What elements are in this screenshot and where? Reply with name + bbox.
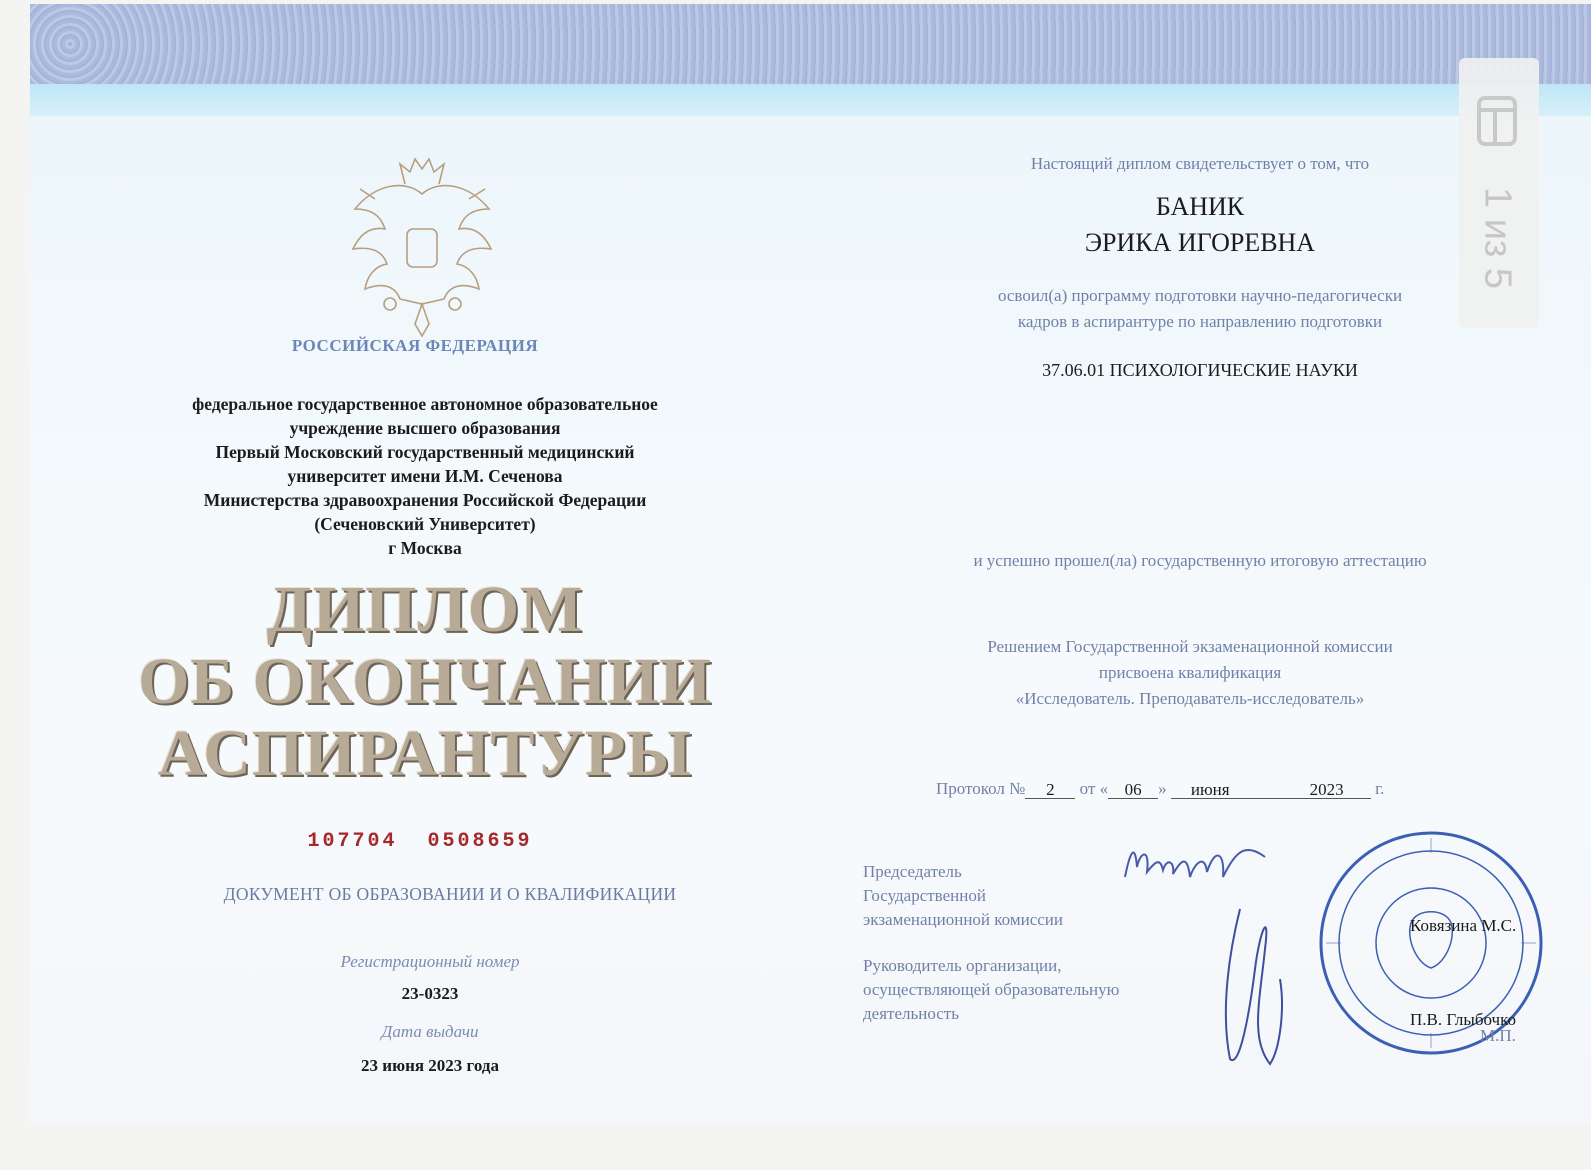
security-pattern-band: [30, 4, 1591, 84]
issue-date-label: Дата выдачи: [381, 1022, 479, 1041]
diploma-title: [100, 574, 750, 790]
attestation-text: и успешно прошел(ла) государственную итоговую аттестацию: [973, 551, 1427, 570]
protocol-label: Протокол №: [936, 779, 1026, 798]
security-light-band: [30, 84, 1591, 116]
protocol-year-suffix: г.: [1375, 779, 1385, 798]
program-line-1: освоил(а) программу подготовки научно-педагогически: [997, 286, 1403, 305]
institution-line: Министерства здравоохранения Российской Федерации: [203, 490, 647, 510]
given-names: ЭРИКА ИГОРЕВНА: [1084, 228, 1316, 257]
diploma-sheet: [30, 4, 1591, 1124]
issue-date-value: 23 июня 2023 года: [361, 1056, 499, 1075]
institution-line: университет имени И.М. Сеченова: [287, 466, 563, 486]
chair-line: Государственной: [863, 886, 986, 905]
page-count-label: 1 из 5: [1476, 186, 1519, 290]
registration-number: 23-0323: [401, 984, 459, 1003]
serial-number: 107704 0508659: [307, 830, 533, 853]
title-line: ДИПЛОМ: [266, 573, 584, 646]
surname: БАНИК: [1155, 192, 1245, 221]
intro-text: Настоящий диплом свидетельствует о том, что: [1030, 154, 1370, 173]
institution-line: учреждение высшего образования: [289, 418, 561, 438]
head-line: осуществляющей образовательную: [863, 980, 1120, 999]
qualification: «Исследователь. Преподаватель-исследователь»: [1015, 689, 1365, 708]
protocol-year: 2023: [1309, 780, 1344, 799]
head-line: Руководитель организации,: [863, 956, 1062, 975]
chair-signature: [1115, 832, 1295, 892]
seal-place-mark: М.П.: [1480, 1026, 1516, 1045]
protocol-number: 2: [1025, 782, 1075, 799]
protocol-day: 06: [1108, 782, 1158, 799]
institution-block: [140, 392, 710, 560]
head-signature: [1210, 889, 1300, 1079]
head-name: П.В. Глыбочко: [1410, 1010, 1516, 1029]
chair-name: Ковязина М.С.: [1410, 916, 1517, 935]
protocol-month: июня: [1190, 780, 1230, 799]
title-line: ОБ ОКОНЧАНИИ: [138, 645, 712, 718]
head-line: деятельность: [863, 1004, 959, 1023]
specialty: 37.06.01 ПСИХОЛОГИЧЕСКИЕ НАУКИ: [1042, 360, 1358, 380]
protocol-line: [936, 779, 1476, 799]
country-label: РОССИЙСКАЯ ФЕДЕРАЦИЯ: [291, 336, 539, 355]
title-line: АСПИРАНТУРЫ: [157, 717, 693, 790]
institution-line: федеральное государственное автономное образовательное: [192, 394, 658, 414]
coat-of-arms-emblem: [335, 154, 510, 339]
document-type: ДОКУМЕНТ ОБ ОБРАЗОВАНИИ И О КВАЛИФИКАЦИИ: [223, 884, 677, 904]
head-block: [863, 954, 1193, 1026]
institution-line: (Сеченовский Университет): [314, 514, 536, 534]
registration-label: Регистрационный номер: [340, 952, 520, 971]
protocol-from: от «: [1079, 779, 1109, 798]
protocol-close: »: [1158, 779, 1167, 798]
decision-line-1: Решением Государственной экзаменационной комиссии: [987, 637, 1393, 656]
chair-line: Председатель: [863, 862, 962, 881]
page-indicator-panel[interactable]: [1459, 58, 1539, 328]
program-line-2: кадров в аспирантуре по направлению подготовки: [1017, 312, 1383, 331]
decision-line-2: присвоена квалификация: [1098, 663, 1282, 682]
institution-line: Первый Московский государственный медицинский: [215, 442, 635, 462]
chair-line: экзаменационной комиссии: [863, 910, 1063, 929]
page-layout-icon[interactable]: [1477, 96, 1517, 146]
protocol-month-year: [1171, 782, 1371, 799]
institution-line: г Москва: [388, 538, 462, 558]
